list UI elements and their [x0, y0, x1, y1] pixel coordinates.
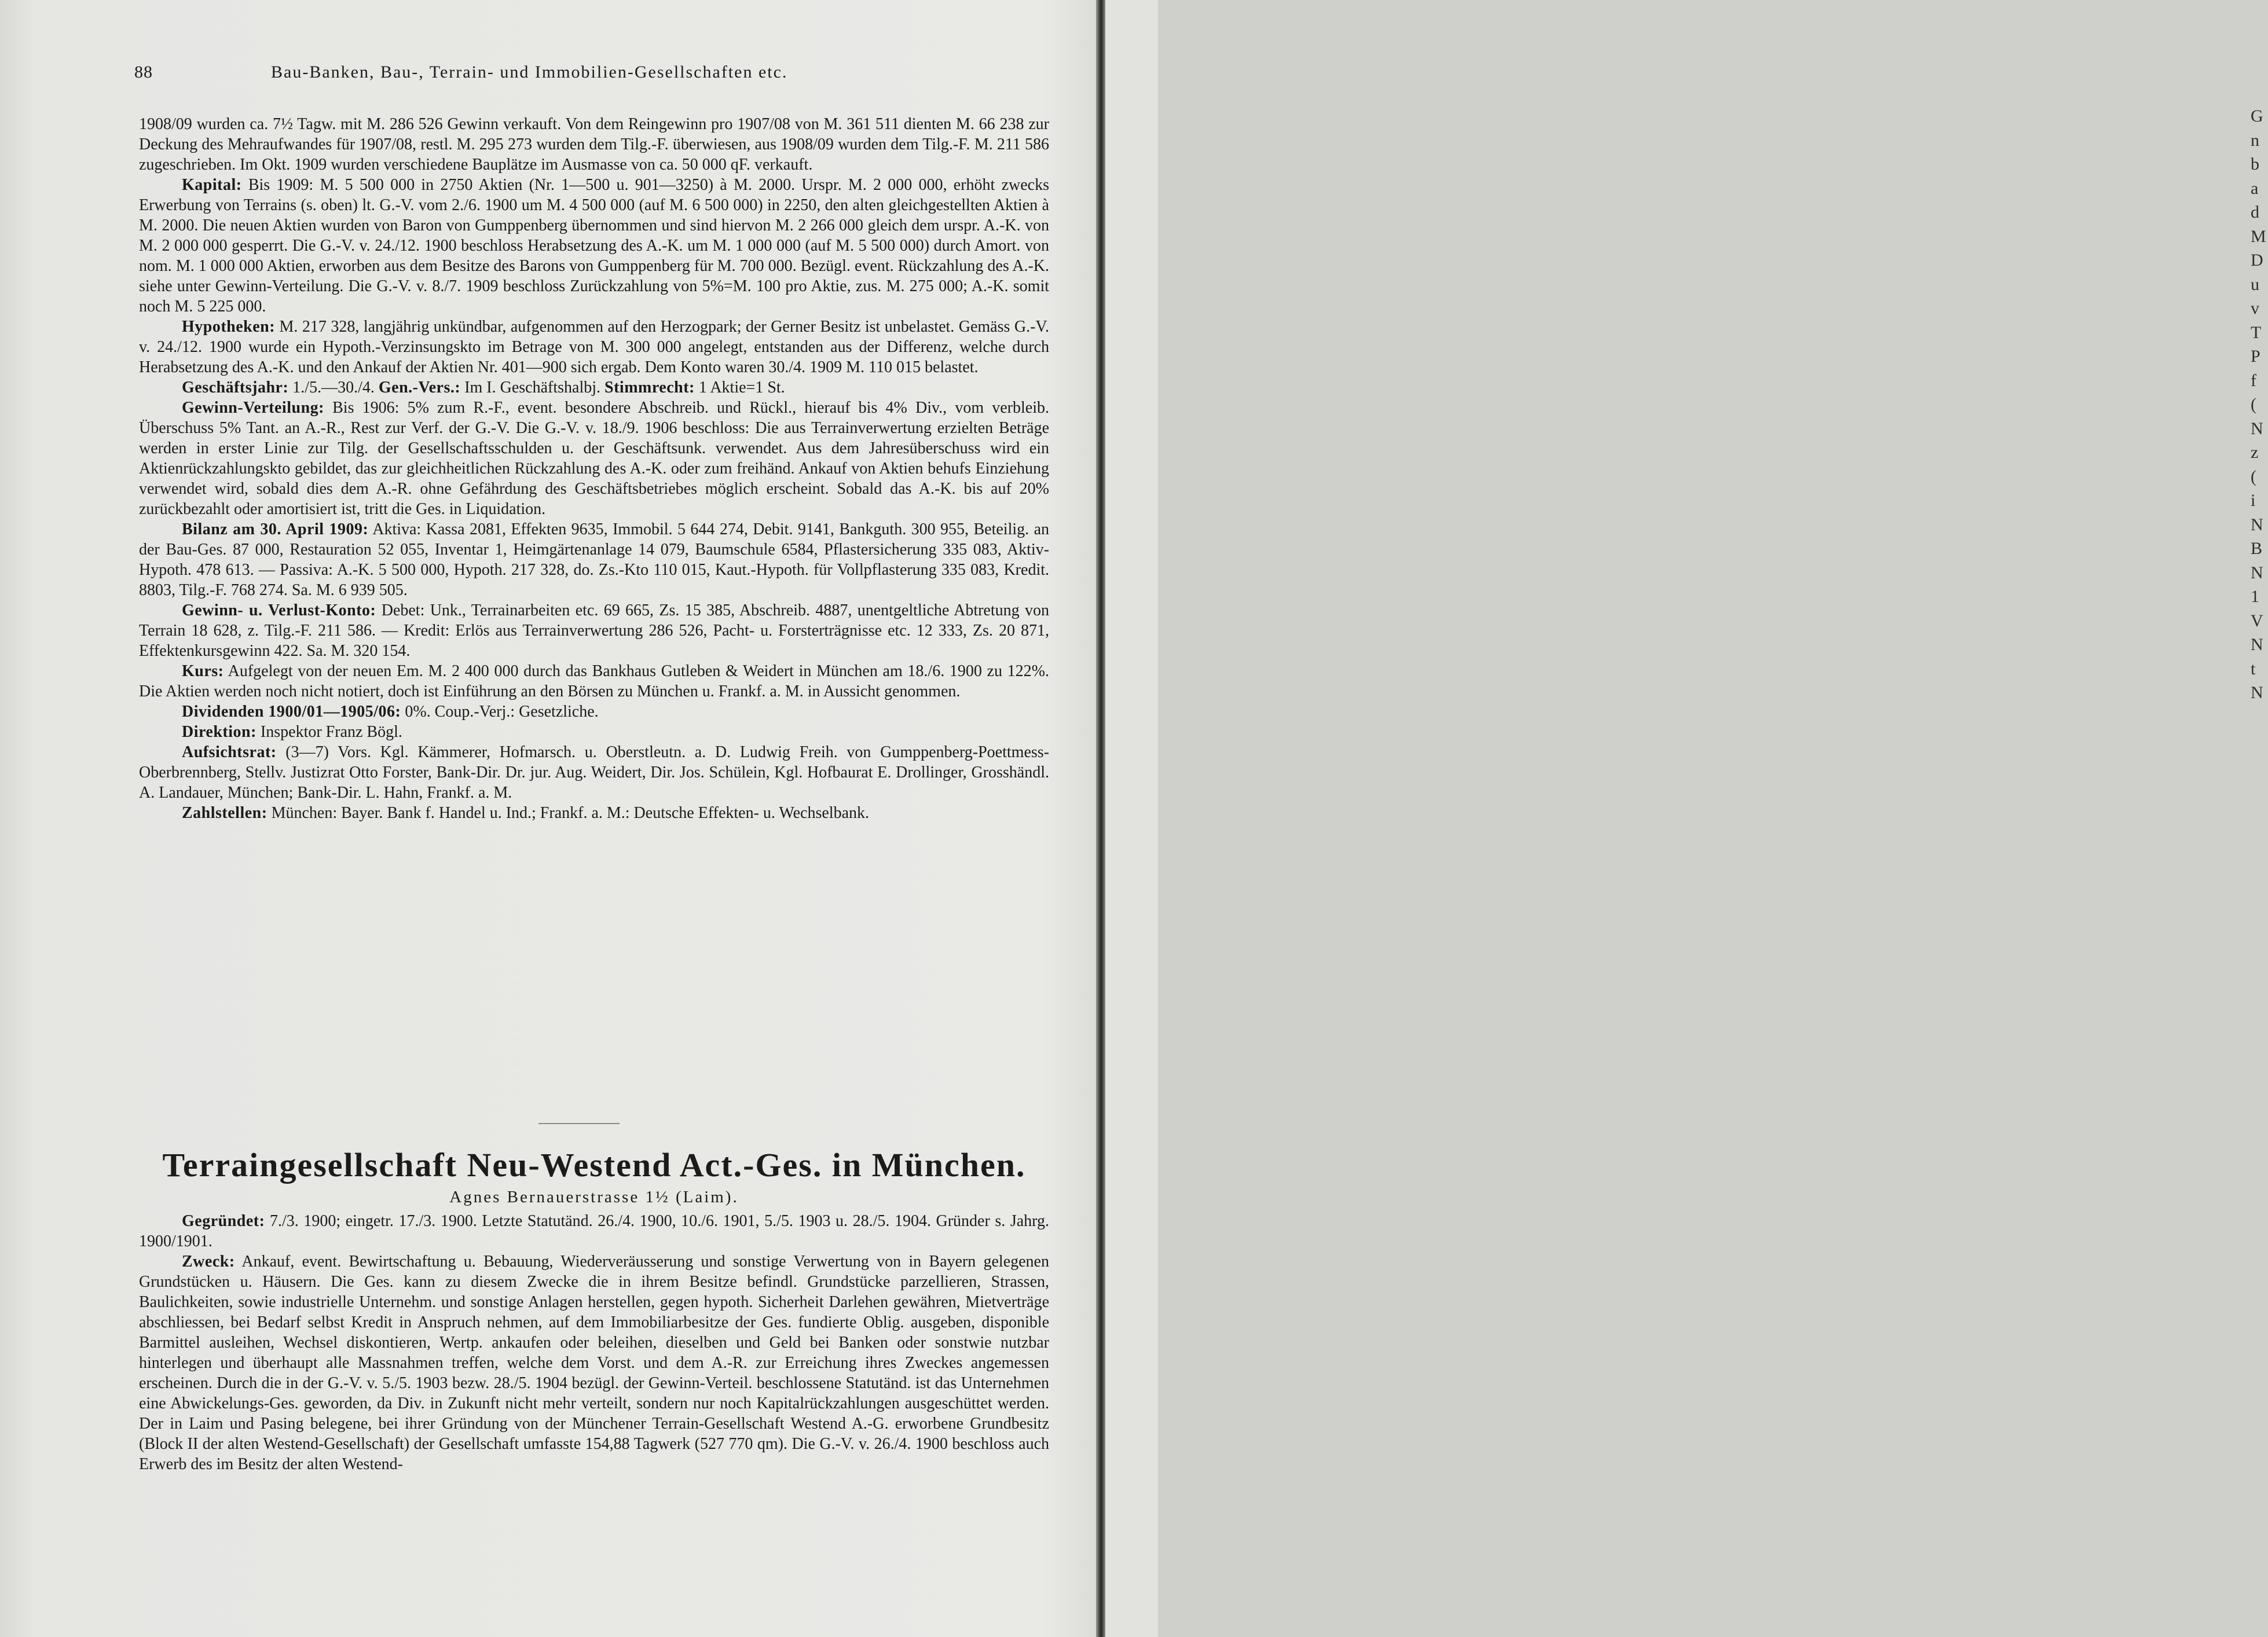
facing-page-letter: N — [2251, 419, 2263, 438]
direktion-label: Direktion: — [182, 723, 257, 741]
hypotheken-text: M. 217 328, langjährig unkündbar, aufgenommen auf den Herzogpark; der Gerner Besitz ist unbelastet. Gemäss G.-V. v. 24./12. 1900 wurde ein Hypoth.-Verzinsungskto im Betrage von M. 300 000 angelegt, entstanden aus der Differenz, welche durch Herabsetzung des A.-K. und den Ankauf der Aktien Nr. 401—900 sich ergab. Dem Konto waren 30./4. 1909 M. 110 015 belastet. — [139, 318, 1049, 376]
intro-paragraph: 1908/09 wurden ca. 7½ Tagw. mit M. 286 526 Gewinn verkauft. Von dem Reingewinn pro 1907/08 von M. 361 511 dienten M. 66 238 zur Deckung des Mehraufwandes für 1907/08, restl. M. 295 273 wurden dem Tilg.-F. überwiesen, aus 1908/09 wurden dem Tilg.-F. M. 211 586 zugeschrieben. Im Okt. 1909 wurden verschiedene Bauplätze im Ausmasse von ca. 50 000 qF. verkauft. — [139, 115, 1049, 174]
facing-page-letter: n — [2251, 130, 2259, 150]
geschaeftsjahr-section — [139, 377, 1049, 398]
geschaeftsjahr-label: Geschäftsjahr: — [182, 379, 289, 397]
facing-page-letter: V — [2251, 611, 2263, 630]
kapital-label: Kapital: — [182, 176, 242, 194]
stimmrecht-label: Stimmrecht: — [604, 379, 695, 397]
direktion-text: Inspektor Franz Bögl. — [256, 723, 402, 741]
stimmrecht-text: 1 Aktie=1 St. — [694, 379, 785, 397]
dividenden-text: 0%. Coup.-Verj.: Gesetzliche. — [401, 703, 599, 721]
gegruendet-section — [139, 1211, 1049, 1251]
facing-page-margin-letters — [2251, 104, 2268, 705]
facing-page-letter: t — [2251, 659, 2256, 678]
facing-page-letter: N — [2251, 563, 2263, 582]
kapital-section — [139, 175, 1049, 317]
running-head: Bau-Banken, Bau-, Terrain- und Immobilien-Gesellschaften etc. — [271, 63, 788, 82]
facing-page-letter: b — [2251, 155, 2259, 174]
facing-page-letter: D — [2251, 251, 2263, 270]
book-gutter — [1096, 0, 1105, 1637]
gewinn-verteilung-text: Bis 1906: 5% zum R.-F., event. besondere Abschreib. und Rückl., hierauf bis 4% Div., vom verbleib. Überschuss 5% Tant. an A.-R., Rest zur Verf. der G.-V. Die G.-V. v. 18./9. 1906 beschloss: Die aus Terrainverwertung erzielten Beträge werden in erster Linie zur Tilg. der Gesellschaftsschulden u. der Geschäftsunk. verwendet. Aus dem Jahresüberschuss wird ein Aktienrückzahlungskto gebildet, das zur gleichheitlichen Rückzahlung des A.-K. oder zum freihänd. Ankauf von Aktien behufs Einziehung verwendet wird, sobald dies dem A.-R. ohne Gefährdung des Geschäftsbetriebes möglich erscheint. Sobald das A.-K. bis auf 20% zurückbezahlt oder amortisiert ist, tritt die Ges. in Liquidation. — [139, 399, 1049, 518]
facing-page-letter: N — [2251, 515, 2263, 534]
facing-page-letter: v — [2251, 299, 2259, 318]
gewinn-verteilung-label: Gewinn-Verteilung: — [182, 399, 324, 417]
facing-page-letter: 1 — [2251, 587, 2259, 606]
company-address: Agnes Bernauerstrasse 1½ (Laim). — [449, 1188, 739, 1206]
dividenden-section — [139, 702, 1049, 722]
facing-page-letter: i — [2251, 491, 2256, 510]
hypotheken-label: Hypotheken: — [182, 318, 276, 336]
facing-page-letter: ( — [2251, 395, 2256, 414]
article-continued — [139, 114, 1049, 823]
facing-page-letter: M — [2251, 226, 2266, 246]
zweck-section — [139, 1251, 1049, 1474]
aufsichtsrat-text: (3—7) Vors. Kgl. Kämmerer, Hofmarsch. u. Oberstleutn. a. D. Ludwig Freih. von Gumppenberg-Poettmess-Oberbrennberg, Stellv. Justizrat Otto Forster, Bank-Dir. Dr. jur. Aug. Weidert, Dir. Jos. Schülein, Kgl. Hofbaurat E. Drollinger, Grosshändl. A. Landauer, München; Bank-Dir. L. Hahn, Frankf. a. M. — [139, 743, 1049, 802]
guv-label: Gewinn- u. Verlust-Konto: — [182, 601, 376, 619]
gewinn-verteilung-section — [139, 398, 1049, 519]
aufsichtsrat-label: Aufsichtsrat: — [182, 743, 277, 761]
kurs-section — [139, 661, 1049, 702]
zweck-text: Ankauf, event. Bewirtschaftung u. Bebauung, Wiederveräusserung und sonstige Verwertung von in Bayern gelegenen Grundstücken u. Häusern. Die Ges. kann zu diesem Zwecke die in ihrem Besitze befindl. Grundstücke parzellieren, Strassen, Baulichkeiten, sowie industrielle Unternehm. und sonstige Anlagen herstellen, gegen hypoth. Sicherheit Darlehen gewähren, Mietverträge abschliessen, bei Bedarf selbst Kredit in Anspruch nehmen, auf dem Immobiliarbesitze der Ges. fundierte Oblig. ausgeben, disponible Barmittel ausleihen, Wechsel diskontieren, Wertp. ankaufen oder beleihen, dieselben und Geld bei Banken oder sonstwie nutzbar hinterlegen und überhaupt alle Massnahmen treffen, welche dem Vorst. und dem A.-R. zur Erreichung ihres Zweckes angemessen erscheinen. Durch die in der G.-V. v. 5./5. 1903 bezw. 28./5. 1904 bezügl. der Gewinn-Verteil. beschlossene Statutänd. ist das Unternehmen eine Abwickelungs-Ges. geworden, da Div. in Zukunft nicht mehr verteilt, sondern nur noch Kapitalrückzahlungen ausgeschüttet werden. Der in Laim und Pasing belegene, bei ihrer Gründung von der Münchener Terrain-Gesellschaft Westend A.-G. erworbene Grundbesitz (Block II der alten Westend-Gesellschaft) der Gesellschaft umfasste 154,88 Tagwerk (527 770 qm). Die G.-V. v. 26./4. 1900 beschloss auch Erwerb des im Besitz der alten Westend- — [139, 1253, 1049, 1473]
facing-page-letter: B — [2251, 539, 2263, 558]
gegruendet-text: 7./3. 1900; eingetr. 17./3. 1900. Letzte Statutänd. 26./4. 1900, 10./6. 1901, 5./5. 1903 u. 28./5. 1904. Gründer s. Jahrg. 1900/1901. — [139, 1212, 1049, 1250]
facing-page-letter: f — [2251, 370, 2256, 390]
bilanz-section — [139, 519, 1049, 600]
facing-page-letter: a — [2251, 178, 2259, 198]
section-divider — [538, 1123, 620, 1124]
facing-page-letter: G — [2251, 107, 2263, 126]
facing-page-letter: N — [2251, 683, 2263, 702]
company-heading: Terraingesellschaft Neu-Westend Act.-Ges. in München. — [162, 1146, 1026, 1184]
zahlstellen-section — [139, 803, 1049, 823]
genvers-text: Im I. Geschäftshalbj. — [460, 379, 605, 397]
bilanz-text: Aktiva: Kassa 2081, Effekten 9635, Immobil. 5 644 274, Debit. 9141, Bankguth. 300 955, Beteilig. an der Bau-Ges. 87 000, Restauration 52 055, Inventar 1, Heimgärtenanlage 14 079, Baumschule 6584, Pflastersicherung 335 083, Aktiv-Hypoth. 478 613. — Passiva: A.-K. 5 500 000, Hypoth. 217 328, do. Zs.-Kto 110 015, Kaut.-Hypoth. für Vollpflasterung 335 083, Kredit. 8803, Tilg.-F. 768 274. Sa. M. 6 939 505. — [139, 520, 1049, 599]
genvers-label: Gen.-Vers.: — [378, 379, 461, 397]
guv-text: Debet: Unk., Terrainarbeiten etc. 69 665, Zs. 15 385, Abschreib. 4887, unentgeltliche Abtretung von Terrain 18 628, z. Tilg.-F. 211 586. — Kredit: Erlös aus Terrainverwertung 286 526, Pacht- u. Forsterträgnisse etc. 12 333, Zs. 20 871, Effektenkursgewinn 422. Sa. M. 320 154. — [139, 601, 1049, 660]
facing-page-letter: u — [2251, 274, 2259, 294]
aufsichtsrat-section — [139, 742, 1049, 803]
facing-page-letter: z — [2251, 443, 2259, 462]
zahlstellen-text: München: Bayer. Bank f. Handel u. Ind.; Frankf. a. M.: Deutsche Effekten- u. Wechselbank. — [267, 804, 869, 822]
facing-page-edge — [1105, 0, 2266, 1637]
zahlstellen-label: Zahlstellen: — [182, 804, 268, 822]
facing-page-letter: N — [2251, 635, 2263, 654]
geschaeftsjahr-text: 1./5.—30./4. — [288, 379, 379, 397]
kurs-text: Aufgelegt von der neuen Em. M. 2 400 000 durch das Bankhaus Gutleben & Weidert in München am 18./6. 1900 zu 122%. Die Aktien werden noch nicht notiert, doch ist Einführung an den Börsen zu München u. Frankf. a. M. in Aussicht genommen. — [139, 662, 1049, 700]
page-number: 88 — [134, 63, 153, 82]
facing-page-letter: d — [2251, 203, 2259, 222]
company-entry — [139, 1211, 1049, 1474]
gegruendet-label: Gegründet: — [182, 1212, 265, 1230]
facing-page-letter: T — [2251, 322, 2262, 342]
facing-page-letter: ( — [2251, 467, 2256, 486]
direktion-section — [139, 722, 1049, 742]
guv-section — [139, 600, 1049, 661]
facing-page-letter: P — [2251, 347, 2260, 366]
kapital-text: Bis 1909: M. 5 500 000 in 2750 Aktien (Nr. 1—500 u. 901—3250) à M. 2000. Urspr. M. 2 000 000, erhöht zwecks Erwerbung von Terrains (s. oben) lt. G.-V. vom 2./6. 1900 um M. 4 500 000 (auf M. 6 500 000) in 2250, den alten gleichgestellten Aktien à M. 2000. Die neuen Aktien wurden von Baron von Gumppenberg übernommen und sind hiervon M. 2 266 000 gleich dem urspr. A.-K. von M. 2 000 000 gesperrt. Die G.-V. v. 24./12. 1900 beschloss Herabsetzung des A.-K. um M. 1 000 000 (auf M. 5 500 000) durch Amort. von nom. M. 1 000 000 Aktien, erworben aus dem Besitze des Barons von Gumppenberg für M. 700 000. Bezügl. event. Rückzahlung des A.-K. siehe unter Gewinn-Verteilung. Die G.-V. v. 8./7. 1909 beschloss Zurückzahlung von 5%=M. 100 pro Aktie, zus. M. 275 000; A.-K. somit noch M. 5 225 000. — [139, 176, 1049, 315]
kurs-label: Kurs: — [182, 662, 224, 680]
zweck-label: Zweck: — [182, 1253, 235, 1271]
bilanz-label: Bilanz am 30. April 1909: — [182, 520, 369, 538]
dividenden-label: Dividenden 1900/01—1905/06: — [182, 703, 401, 721]
hypotheken-section — [139, 317, 1049, 377]
